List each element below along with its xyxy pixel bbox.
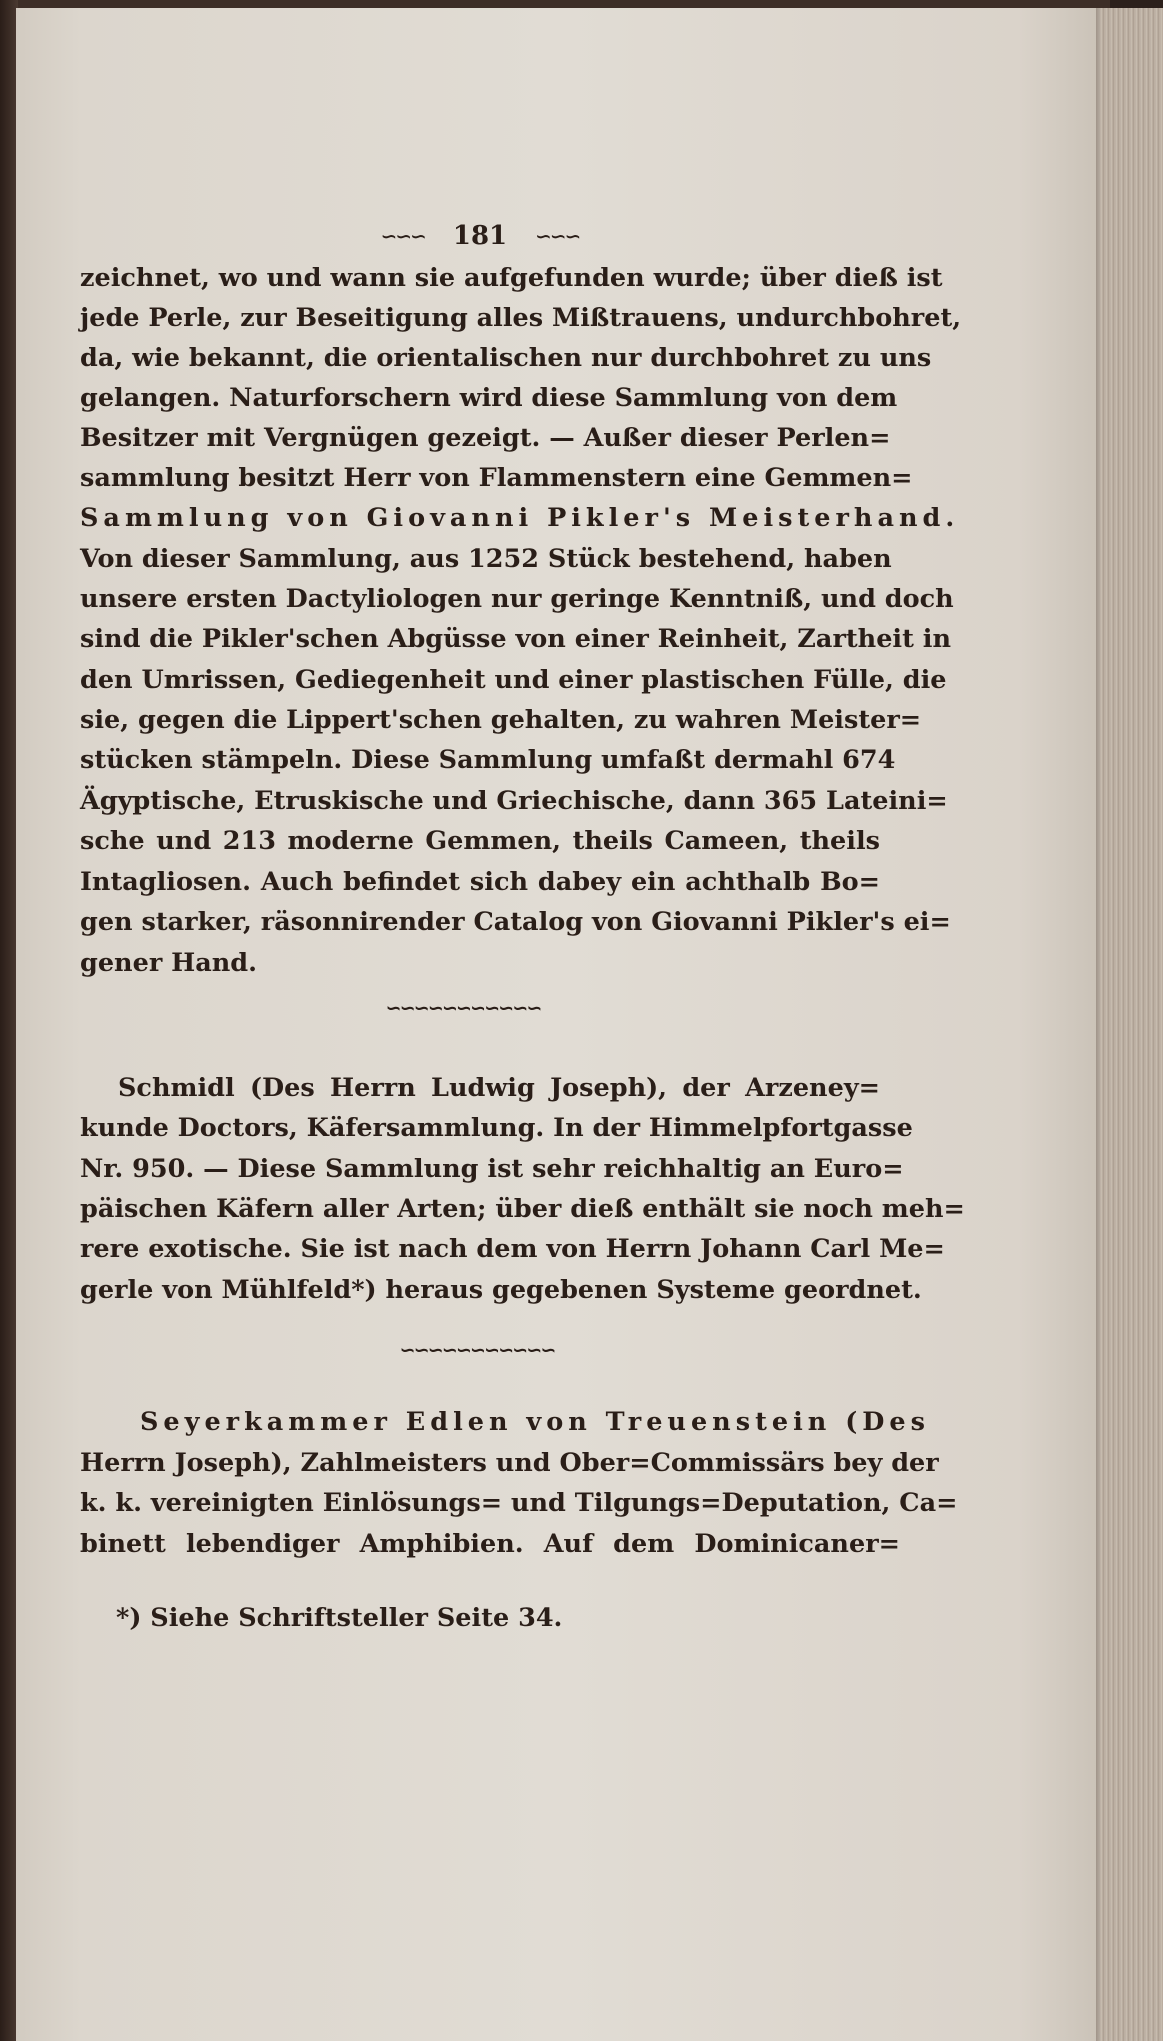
paragraph-3-line: binett lebendiger Amphibien. Auf dem Dominicaner= bbox=[80, 1529, 900, 1559]
section-divider: ∽∽∽∽∽∽∽∽∽∽∽ bbox=[400, 1340, 555, 1360]
paragraph-1-line: gen starker, räsonnirender Catalog von Giovanni Pikler's ei= bbox=[80, 907, 951, 937]
page-header bbox=[330, 216, 630, 256]
paragraph-1-line: da, wie bekannt, die orientalischen nur durchbohret zu uns bbox=[80, 343, 932, 373]
section-divider: ∽∽∽∽∽∽∽∽∽∽∽ bbox=[386, 998, 541, 1018]
footnote: *) Siehe Schriftsteller Seite 34. bbox=[116, 1603, 563, 1633]
paragraph-2-line: päischen Käfern aller Arten; über dieß enthält sie noch meh= bbox=[80, 1194, 965, 1224]
paragraph-1-line: zeichnet, wo und wann sie aufgefunden wurde; über dieß ist bbox=[80, 263, 943, 293]
paragraph-3-line: Herrn Joseph), Zahlmeisters und Ober=Commissärs bey der bbox=[80, 1448, 939, 1478]
paragraph-1-line: Besitzer mit Vergnügen gezeigt. — Außer dieser Perlen= bbox=[80, 423, 891, 453]
paragraph-3-line: k. k. vereinigten Einlösungs= und Tilgungs=Deputation, Ca= bbox=[80, 1488, 958, 1518]
page-edges-stack bbox=[1100, 8, 1163, 2041]
paragraph-2-line: Schmidl (Des Herrn Ludwig Joseph), der Arzeney= bbox=[118, 1073, 880, 1103]
paragraph-1-line: stücken stämpeln. Diese Sammlung umfaßt dermahl 674 bbox=[80, 745, 896, 775]
paragraph-1-line: Intagliosen. Auch befindet sich dabey ein achthalb Bo= bbox=[80, 867, 880, 897]
paragraph-1-line: gelangen. Naturforschern wird diese Sammlung von dem bbox=[80, 383, 898, 413]
paragraph-2-line: rere exotische. Sie ist nach dem von Herrn Johann Carl Me= bbox=[80, 1234, 945, 1264]
paragraph-1-line: unsere ersten Dactyliologen nur geringe Kenntniß, und doch bbox=[80, 584, 954, 614]
paragraph-1-line: gener Hand. bbox=[80, 948, 257, 978]
paragraph-1-line: Ägyptische, Etruskische und Griechische, dann 365 Lateini= bbox=[80, 786, 948, 816]
paragraph-2-line: gerle von Mühlfeld*) heraus gegebenen Systeme geordnet. bbox=[80, 1275, 922, 1305]
paragraph-1-line: den Umrissen, Gediegenheit und einer plastischen Fülle, die bbox=[80, 665, 947, 695]
header-ornament-right: ∽∽∽ bbox=[535, 224, 580, 248]
paragraph-1-line: jede Perle, zur Beseitigung alles Mißtrauens, undurchbohret, bbox=[80, 303, 962, 333]
header-ornament-left: ∽∽∽ bbox=[380, 224, 425, 248]
paragraph-1-line: Von dieser Sammlung, aus 1252 Stück bestehend, haben bbox=[80, 544, 892, 574]
paragraph-1-line: sie, gegen die Lippert'schen gehalten, zu wahren Meister= bbox=[80, 705, 922, 735]
paragraph-1-line: sind die Pikler'schen Abgüsse von einer Reinheit, Zartheit in bbox=[80, 624, 951, 654]
paragraph-1-line: sche und 213 moderne Gemmen, theils Cameen, theils bbox=[80, 826, 880, 856]
paragraph-2-line: Nr. 950. — Diese Sammlung ist sehr reichhaltig an Euro= bbox=[80, 1154, 904, 1184]
paragraph-1-line: Sammlung von Giovanni Pikler's Meisterhand. bbox=[80, 503, 960, 533]
paragraph-3-line: Seyerkammer Edlen von Treuenstein (Des bbox=[140, 1407, 930, 1437]
paragraph-1-line: sammlung besitzt Herr von Flammenstern eine Gemmen= bbox=[80, 463, 913, 493]
paragraph-2-line: kunde Doctors, Käfersammlung. In der Himmelpfortgasse bbox=[80, 1113, 913, 1143]
page-number: 181 bbox=[452, 221, 508, 251]
